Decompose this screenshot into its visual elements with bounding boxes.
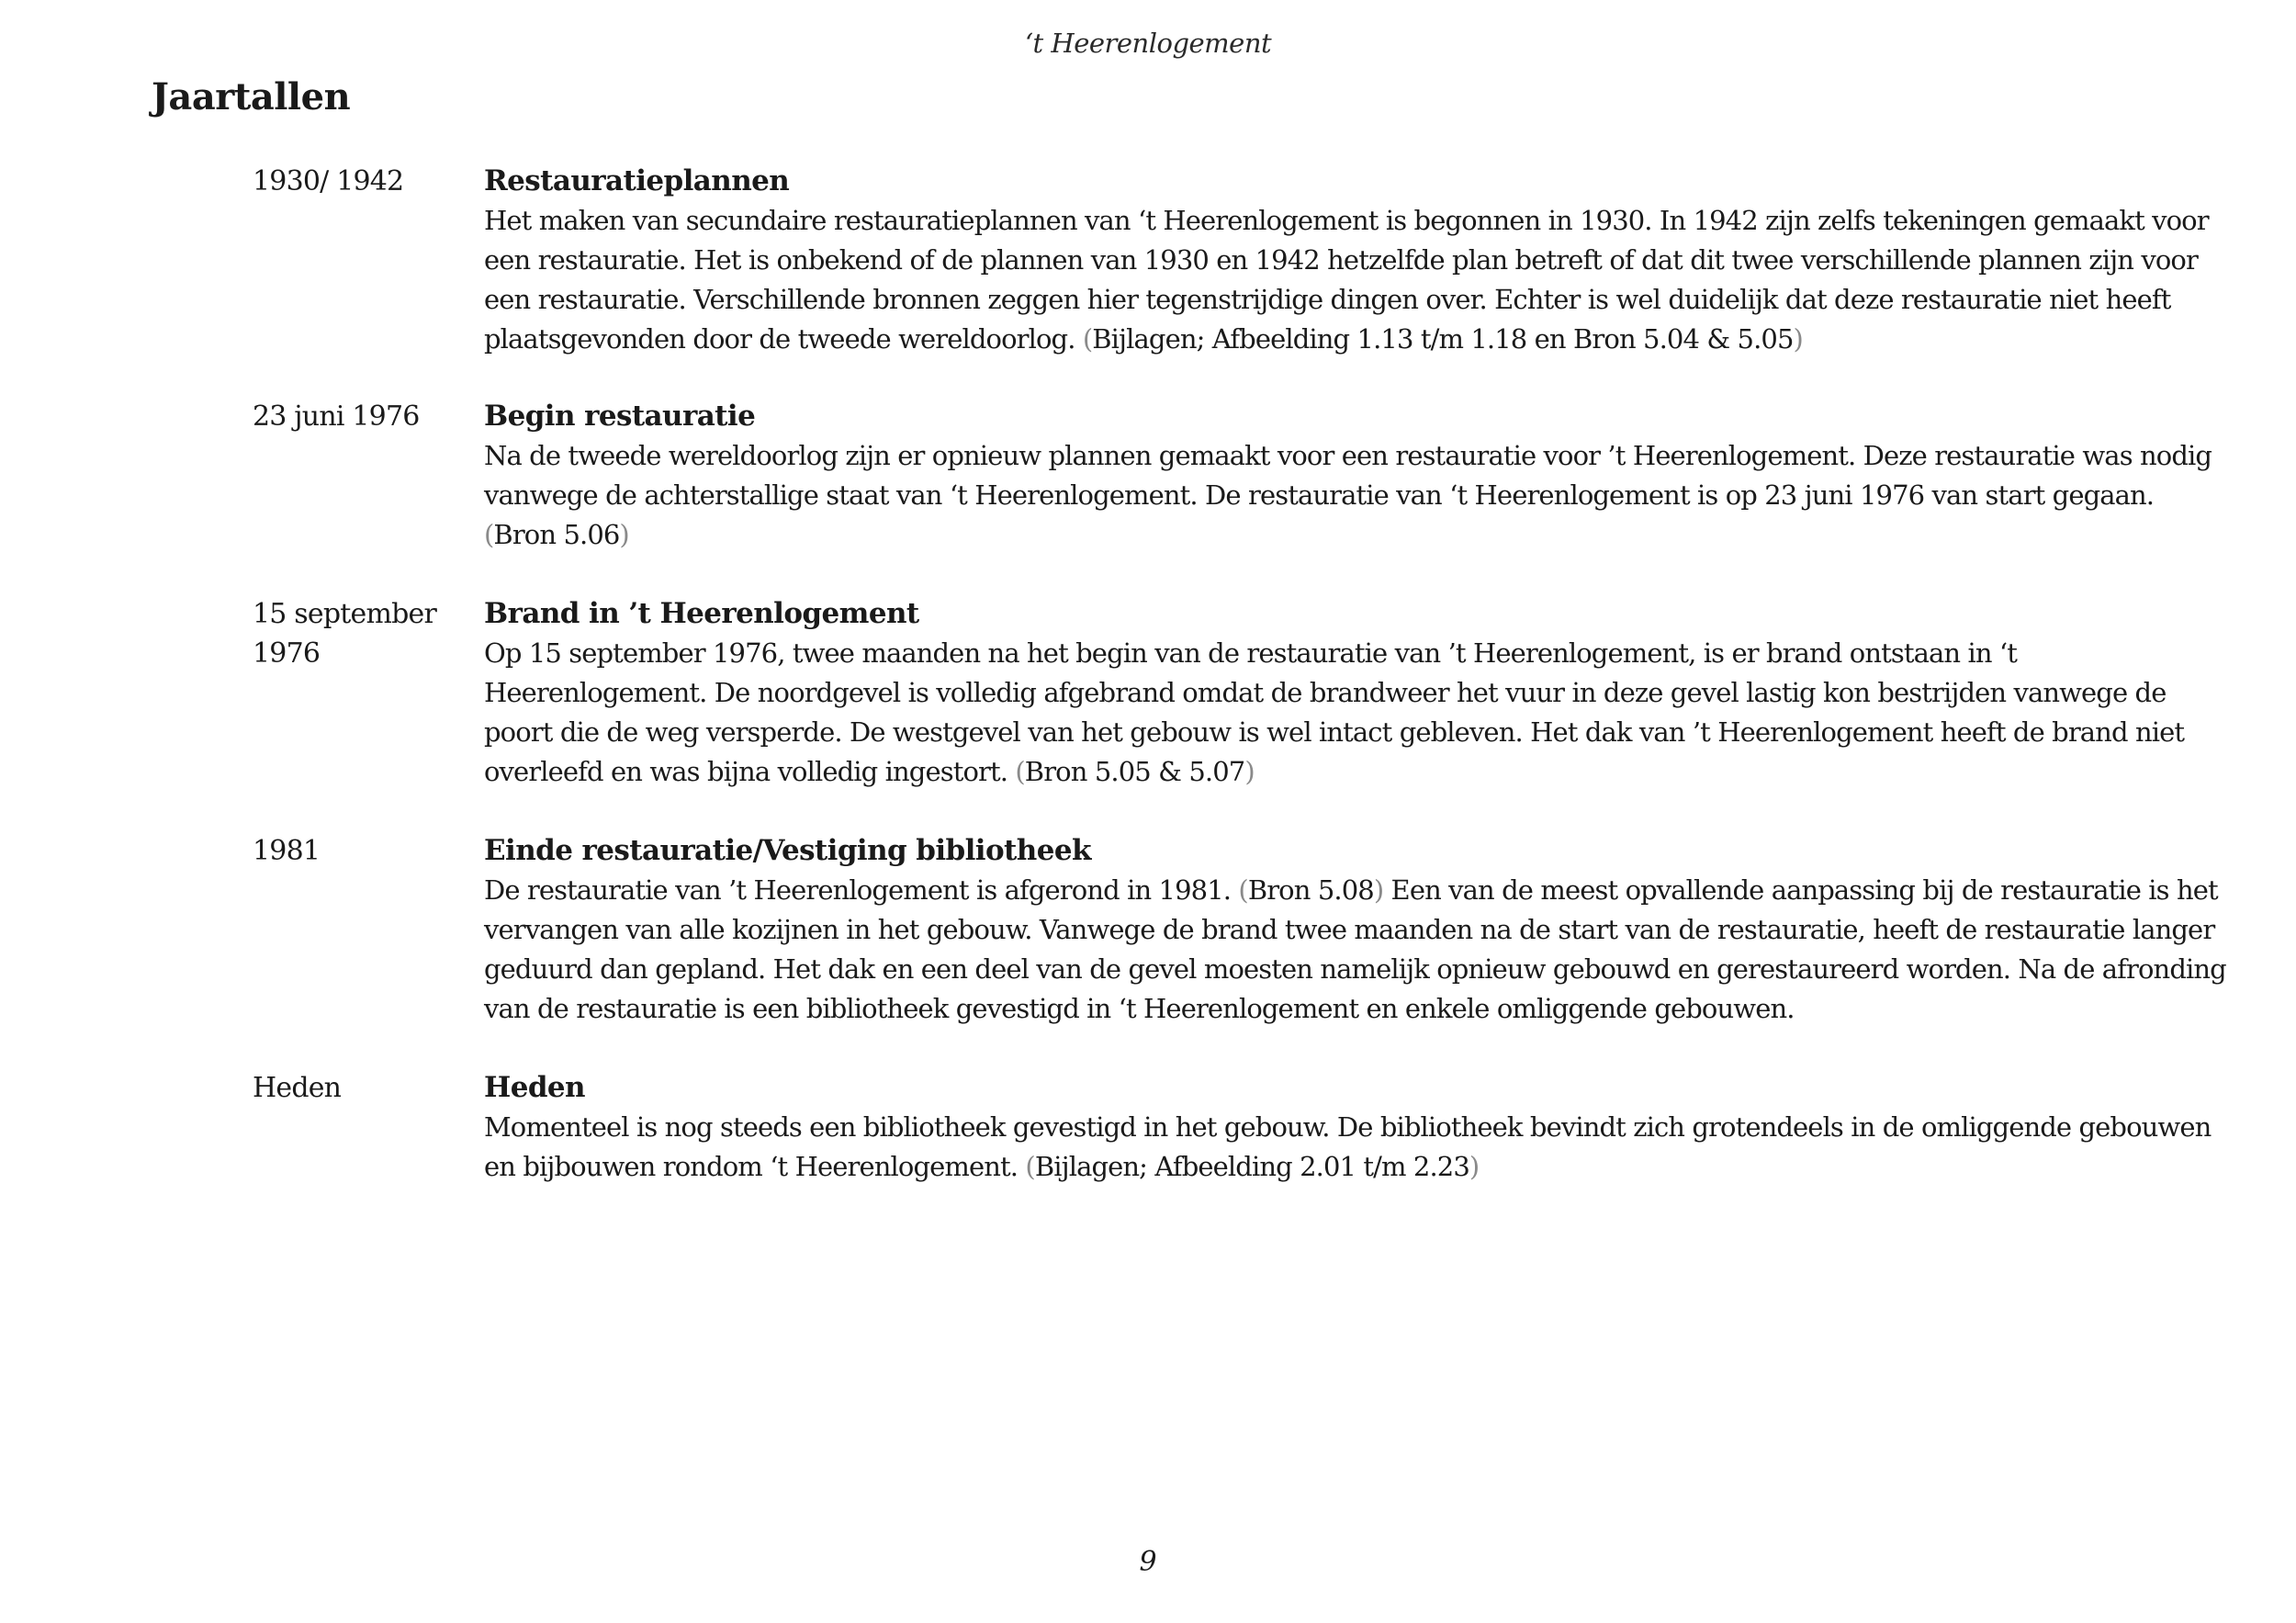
page-heading: Jaartallen bbox=[152, 75, 351, 118]
entry-text-content: Na de tweede wereldoorlog zijn er opnieuw plannen gemaakt voor een restauratie voor ’t Heerenlogement. Deze restauratie was nodig vanwege de achterstallige staat van ‘t Heerenlogement. De restauratie van ‘t Heerenlogement is op 23 juni 1976 van start gegaan. bbox=[484, 440, 2212, 511]
entry-body bbox=[484, 1068, 2229, 1187]
source-reference: (Bron 5.06) bbox=[484, 519, 629, 550]
entry-body bbox=[484, 594, 2229, 792]
entry-title: Begin restauratie bbox=[484, 400, 756, 433]
entry-body bbox=[484, 162, 2229, 359]
entry-body bbox=[484, 397, 2229, 555]
entry-date: 1981 bbox=[253, 835, 321, 867]
entry-title: Restauratieplannen bbox=[484, 164, 790, 197]
entry-title: Heden bbox=[484, 1071, 585, 1104]
entry-text bbox=[484, 436, 2229, 555]
source-reference: (Bron 5.08) bbox=[1238, 874, 1384, 906]
entry-text bbox=[484, 1108, 2229, 1187]
entry-text-content: Op 15 september 1976, twee maanden na het begin van de restauratie van ’t Heerenlogement, is er brand ontstaan in ‘t Heerenlogement. De noordgevel is volledig afgebrand omdat de brandweer het vuur in deze gevel lastig kon bestrijden vanwege de poort die de weg versperde. De westgevel van het gebouw is wel intact gebleven. Het dak van ’t Heerenlogement heeft de brand niet overleefd en was bijna volledig ingestort. bbox=[484, 637, 2185, 787]
entry-title: Brand in ’t Heerenlogement bbox=[484, 597, 919, 630]
entry-text bbox=[484, 871, 2229, 1029]
entry-title: Einde restauratie/Vestiging bibliotheek bbox=[484, 834, 1091, 867]
entry-text-content: Momenteel is nog steeds een bibliotheek gevestigd in het gebouw. De bibliotheek bevindt zich grotendeels in de omliggende gebouwen en bijbouwen rondom ‘t Heerenlogement. bbox=[484, 1111, 2212, 1182]
source-reference: (Bijlagen; Afbeelding 1.13 t/m 1.18 en Bron 5.04 & 5.05) bbox=[1082, 323, 1803, 355]
entry-date: 23 juni 1976 bbox=[253, 400, 420, 433]
entry-text-content: Een van de meest opvallende aanpassing bij de restauratie is het vervangen van alle kozijnen in het gebouw. Vanwege de brand twee maanden na de start van de restauratie, heeft de restauratie langer geduurd dan gepland. Het dak en een deel van de gevel moesten namelijk opnieuw gebouwd en gerestaureerd worden. Na de afronding van de restauratie is een bibliotheek gevestigd in ‘t Heerenlogement en enkele omliggende gebouwen. bbox=[484, 874, 2226, 1024]
entry-body bbox=[484, 831, 2229, 1029]
entry-date: 1930/ 1942 bbox=[253, 165, 404, 197]
page-number: 9 bbox=[1139, 1546, 1157, 1578]
entry-text-content: Het maken van secundaire restauratieplannen van ‘t Heerenlogement is begonnen in 1930. In 1942 zijn zelfs tekeningen gemaakt voor een restauratie. Het is onbekend of de plannen van 1930 en 1942 hetzelfde plan betreft of dat dit twee verschillende plannen zijn voor een restauratie. Verschillende bronnen zeggen hier tegenstrijdige dingen over. Echter is wel duidelijk dat deze restauratie niet heeft plaatsgevonden door de tweede wereldoorlog. bbox=[484, 205, 2209, 355]
source-reference: (Bron 5.05 & 5.07) bbox=[1015, 756, 1255, 787]
running-header: ‘t Heerenlogement bbox=[1024, 28, 1272, 59]
entry-date: Heden bbox=[253, 1072, 342, 1104]
entry-text bbox=[484, 201, 2229, 359]
source-reference: (Bijlagen; Afbeelding 2.01 t/m 2.23) bbox=[1025, 1151, 1480, 1182]
entry-text bbox=[484, 634, 2229, 792]
entry-text-content: De restauratie van ’t Heerenlogement is afgerond in 1981. bbox=[484, 874, 1239, 906]
entry-date: 15 september 1976 bbox=[253, 598, 437, 670]
